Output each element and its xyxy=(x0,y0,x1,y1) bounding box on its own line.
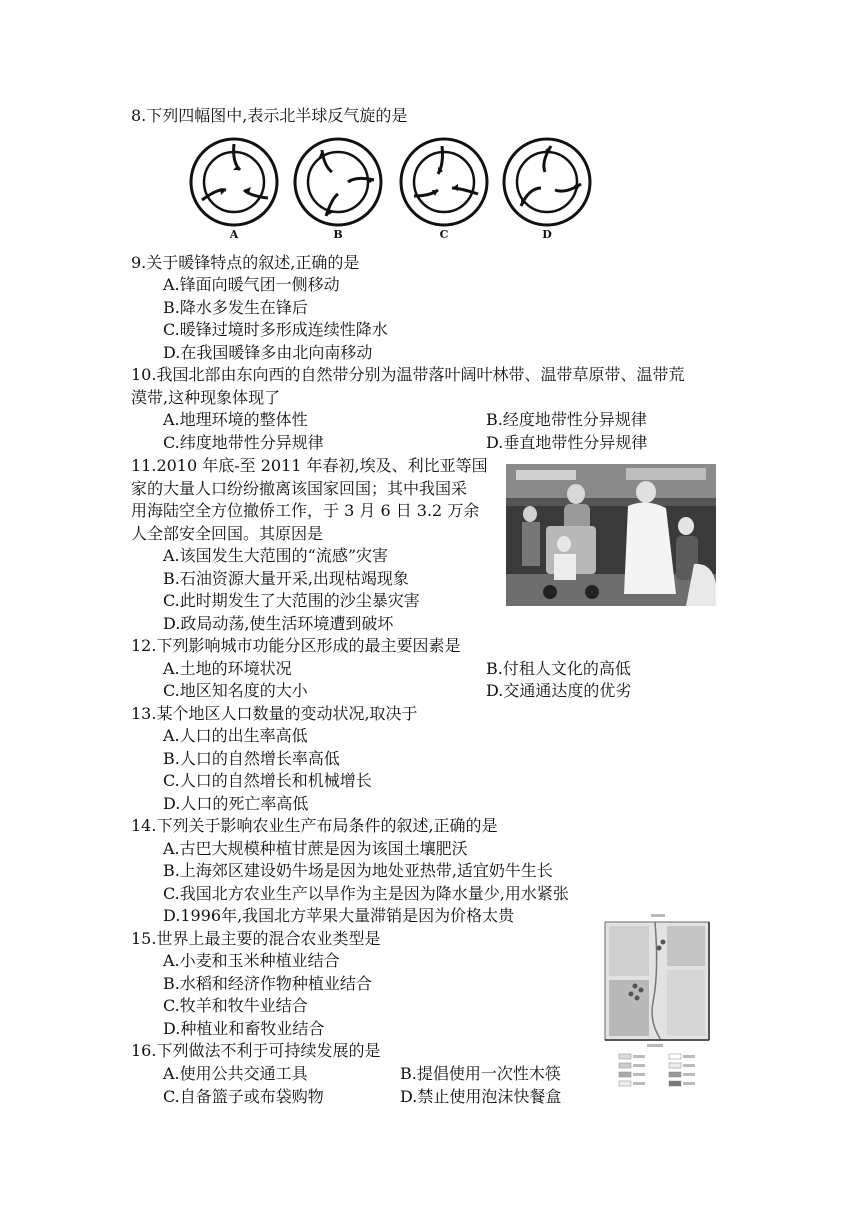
q16-option-b: B.提倡使用一次性木筷 xyxy=(400,1064,561,1083)
q11-option-c: C.此时期发生了大范围的沙尘暴灾害 xyxy=(163,591,420,610)
q12-option-b: B.付租人文化的高低 xyxy=(486,659,631,678)
question-11-stem-line4: 人全部安全回国。其原因是 xyxy=(131,524,324,543)
q15-option-b: B.水稻和经济作物种植业结合 xyxy=(163,974,372,993)
q13-option-b: B.人口的自然增长率高低 xyxy=(163,749,340,768)
q11-option-a: A.该国发生大范围的“流感”灾害 xyxy=(163,546,389,565)
diagram-b-label: B xyxy=(333,228,343,241)
q11-option-b: B.石油资源大量开采,出现枯竭现象 xyxy=(163,569,409,588)
evacuation-photo xyxy=(506,464,716,606)
question-11-stem-line2: 家的大量人口纷纷撤离该国家回国；其中我国采 xyxy=(131,479,468,498)
q15-option-d: D.种植业和畜牧业结合 xyxy=(163,1019,325,1038)
q10-option-a: A.地理环境的整体性 xyxy=(163,410,308,429)
q15-option-c: C.牧羊和牧牛业结合 xyxy=(163,996,308,1015)
farm-layout-map xyxy=(597,912,717,1094)
cyclone-diagram-a-icon xyxy=(188,136,280,228)
cyclone-diagram-b-icon xyxy=(292,136,384,228)
q10-option-b: B.经度地带性分异规律 xyxy=(486,410,647,429)
q16-option-c: C.自备篮子或布袋购物 xyxy=(163,1087,324,1106)
diagram-a-label: A xyxy=(229,228,239,241)
q16-option-a: A.使用公共交通工具 xyxy=(163,1064,308,1083)
question-8-stem: 8.下列四幅图中,表示北半球反气旋的是 xyxy=(131,106,408,125)
q15-option-a: A.小麦和玉米种植业结合 xyxy=(163,951,340,970)
question-16-stem: 16.下列做法不利于可持续发展的是 xyxy=(131,1041,381,1060)
question-10-stem-line1: 10.我国北部由东向西的自然带分别为温带落叶阔叶林带、温带草原带、温带荒 xyxy=(131,365,685,384)
question-14-stem: 14.下列关于影响农业生产布局条件的叙述,正确的是 xyxy=(131,816,498,835)
q12-option-c: C.地区知名度的大小 xyxy=(163,681,308,700)
diagram-a xyxy=(188,136,280,246)
question-15-stem: 15.世界上最主要的混合农业类型是 xyxy=(131,929,381,948)
question-13-stem: 13.某个地区人口数量的变动状况,取决于 xyxy=(131,704,418,723)
question-10-stem-line2: 漠带,这种现象体现了 xyxy=(131,388,281,407)
q10-option-c: C.纬度地带性分异规律 xyxy=(163,433,324,452)
q14-option-a: A.古巴大规模种植甘蔗是因为该国土壤肥沃 xyxy=(163,839,468,858)
q11-option-d: D.政局动荡,使生活环境遭到破坏 xyxy=(163,614,394,633)
diagram-c-label: C xyxy=(439,228,449,241)
q12-option-a: A.土地的环境状况 xyxy=(163,659,292,678)
q14-option-b: B.上海郊区建设奶牛场是因为地处亚热带,适宜奶牛生长 xyxy=(163,861,553,880)
q9-option-b: B.降水多发生在锋后 xyxy=(163,298,308,317)
q14-option-d: D.1996年,我国北方苹果大量滞销是因为价格太贵 xyxy=(163,906,515,925)
q13-option-a: A.人口的出生率高低 xyxy=(163,726,308,745)
diagram-c xyxy=(398,136,490,246)
q10-option-d: D.垂直地带性分异规律 xyxy=(486,433,648,452)
diagram-d-label: D xyxy=(542,228,552,241)
q9-option-a: A.锋面向暖气团一侧移动 xyxy=(163,275,340,294)
q13-option-d: D.人口的死亡率高低 xyxy=(163,794,309,813)
diagram-b xyxy=(292,136,384,246)
q14-option-c: C.我国北方农业生产以旱作为主是因为降水量少,用水紧张 xyxy=(163,884,569,903)
diagram-d xyxy=(501,136,593,246)
q13-option-c: C.人口的自然增长和机械增长 xyxy=(163,771,372,790)
q12-option-d: D.交通通达度的优劣 xyxy=(486,681,632,700)
question-12-stem: 12.下列影响城市功能分区形成的最主要因素是 xyxy=(131,636,461,655)
question-11-stem-line1: 11.2010 年底-至 2011 年春初,埃及、利比亚等国 xyxy=(131,456,488,475)
question-9-stem: 9.关于暖锋特点的叙述,正确的是 xyxy=(131,253,360,272)
q9-option-c: C.暖锋过境时多形成连续性降水 xyxy=(163,320,388,339)
cyclone-diagram-d-icon xyxy=(501,136,593,228)
question-11-stem-line3: 用海陆空全方位撤侨工作，于 3 月 6 日 3.2 万余 xyxy=(131,501,480,520)
q16-option-d: D.禁止使用泡沫快餐盒 xyxy=(400,1087,562,1106)
q8-diagrams xyxy=(188,136,593,246)
q9-option-d: D.在我国暖锋多由北向南移动 xyxy=(163,343,373,362)
cyclone-diagram-c-icon xyxy=(398,136,490,228)
